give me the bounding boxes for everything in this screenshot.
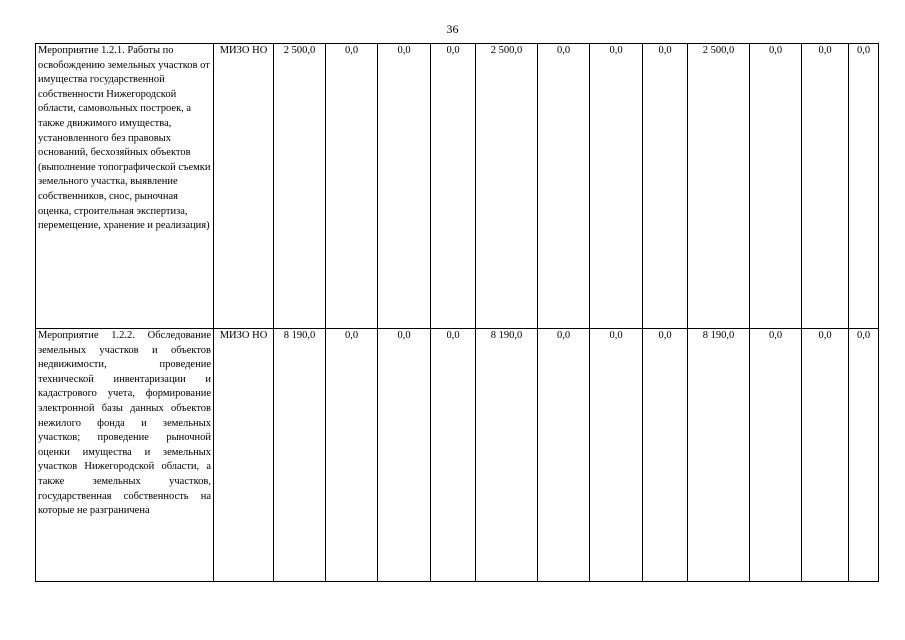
value-cell: 0,0 [643,329,688,582]
executor-cell: МИЗО НО [214,44,274,329]
measure-description: Мероприятие 1.2.2. Обследование земельных участков и объектов недвижимости, проведение технической инвентаризации и кадастрового учета, формирование электронной базы данных объектов нежилого фонда и земельных участков; проведение рыночной оценки имущества и земельных участков Нижегородской области, а также земельных участков, государственная собственность на которые не разграничена [36,329,214,582]
budget-table [35,43,879,582]
value-cell: 0,0 [849,329,879,582]
value-cell: 2 500,0 [274,44,326,329]
value-cell: 0,0 [643,44,688,329]
value-cell: 0,0 [378,329,431,582]
value-cell: 0,0 [431,44,476,329]
value-cell: 8 190,0 [274,329,326,582]
value-cell: 0,0 [326,329,378,582]
value-cell: 0,0 [431,329,476,582]
value-cell: 0,0 [538,44,590,329]
executor-cell: МИЗО НО [214,329,274,582]
value-cell: 8 190,0 [688,329,750,582]
value-cell: 0,0 [802,329,849,582]
value-cell: 0,0 [378,44,431,329]
value-cell: 0,0 [750,44,802,329]
value-cell: 0,0 [590,329,643,582]
value-cell: 8 190,0 [476,329,538,582]
value-cell: 0,0 [802,44,849,329]
value-cell: 0,0 [538,329,590,582]
value-cell: 0,0 [590,44,643,329]
value-cell: 2 500,0 [476,44,538,329]
table-row [36,329,879,582]
value-cell: 0,0 [849,44,879,329]
value-cell: 0,0 [326,44,378,329]
value-cell: 2 500,0 [688,44,750,329]
value-cell: 0,0 [750,329,802,582]
page-number: 36 [446,22,459,36]
measure-description: Мероприятие 1.2.1. Работы по освобождению земельных участков от имущества государственной собственности Нижегородской области, самовольных построек, а также движимого имущества, установленного без правовых оснований, бесхозяйных объектов (выполнение топографической съемки земельного участка, выявление собственников, снос, рыночная оценка, строительная экспертиза, перемещение, хранение и реализация) [36,44,214,329]
table-row [36,44,879,329]
